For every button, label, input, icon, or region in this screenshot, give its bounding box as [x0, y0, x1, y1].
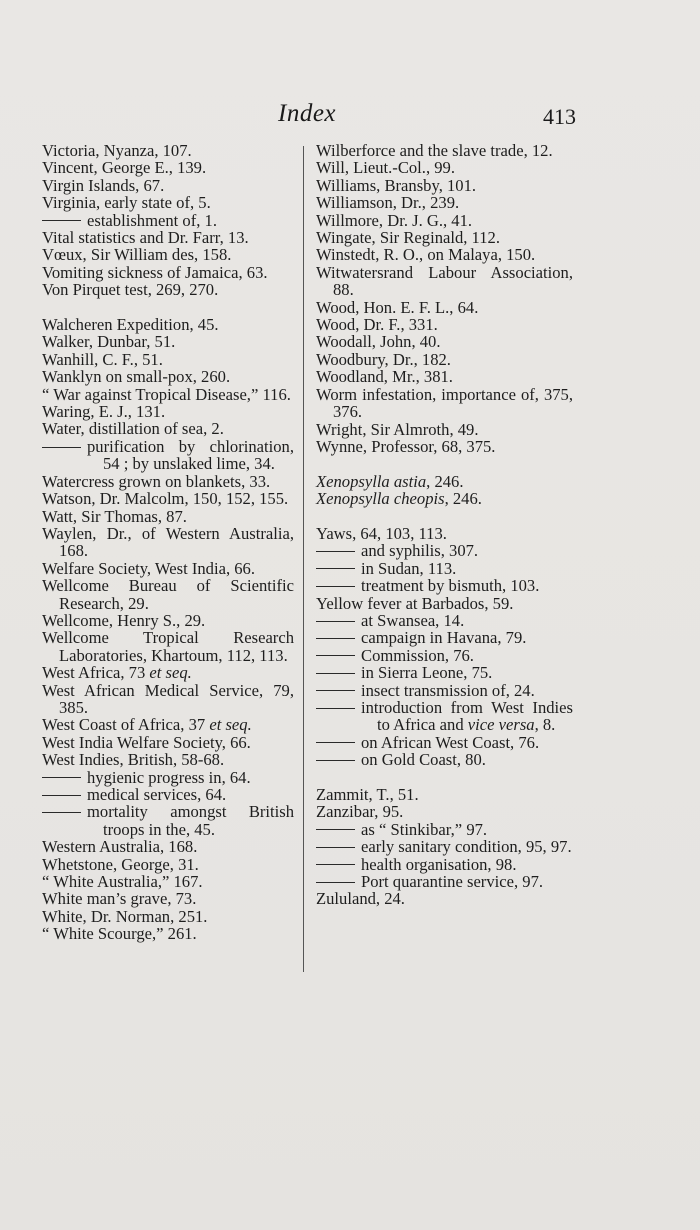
ditto-dash	[316, 708, 355, 709]
entry-text: West India Welfare Society, 66.	[42, 732, 251, 752]
index-entry	[42, 316, 294, 333]
entry-text: purification by chlorination, 54 ; by unslaked lime, 34.	[87, 436, 294, 474]
ditto-dash	[42, 795, 81, 796]
entry-text: in Sudan, 113.	[361, 558, 457, 578]
entry-italic-text: Xenopsylla cheopis	[316, 489, 445, 509]
entry-text: treatment by bismuth, 103.	[361, 576, 540, 596]
entry-text: Winstedt, R. O., on Malaya, 150.	[316, 245, 536, 265]
entry-text: Wellcome Bureau of Scientific Research, 29.	[42, 576, 294, 613]
index-subentry	[316, 542, 573, 559]
entry-text: Vincent, George E., 139.	[42, 158, 207, 178]
index-entry	[316, 595, 573, 612]
index-entry	[42, 264, 294, 281]
ditto-dash	[316, 638, 355, 639]
entry-text: Yaws, 64, 103, 113.	[316, 523, 447, 543]
index-subentry	[42, 803, 294, 838]
index-entry	[42, 908, 294, 925]
entry-text: and syphilis, 307.	[361, 541, 479, 561]
ditto-dash	[42, 220, 81, 221]
index-subentry	[316, 873, 573, 890]
running-title: Index	[278, 100, 337, 127]
entry-text: Wingate, Sir Reginald, 112.	[316, 228, 500, 248]
entry-text: Waylen, Dr., of Western Australia, 168.	[42, 523, 294, 561]
index-entry	[42, 873, 294, 890]
index-entry	[316, 212, 573, 229]
entry-text: at Swansea, 14.	[361, 610, 465, 630]
index-entry	[42, 473, 294, 490]
entry-text: Zammit, T., 51.	[316, 784, 419, 804]
entry-text: Watercress grown on blankets, 33.	[42, 471, 271, 491]
index-subentry	[316, 664, 573, 681]
index-entry	[42, 159, 294, 176]
index-entry	[42, 751, 294, 768]
entry-text: “ White Scourge,” 261.	[42, 924, 197, 944]
index-subentry	[316, 647, 573, 664]
index-subentry	[42, 786, 294, 803]
index-entry	[42, 333, 294, 350]
index-subentry	[316, 838, 573, 855]
index-entry	[42, 838, 294, 855]
index-entry	[42, 682, 294, 717]
index-entry	[42, 612, 294, 629]
entry-text: White man’s grave, 73.	[42, 889, 197, 909]
ditto-dash	[316, 847, 355, 848]
entry-text: White, Dr. Norman, 251.	[42, 906, 208, 926]
entry-text: Wanhill, C. F., 51.	[42, 349, 163, 369]
index-entry	[42, 525, 294, 560]
ditto-dash	[316, 673, 355, 674]
entry-text: Water, distillation of sea, 2.	[42, 419, 224, 439]
entry-text: Willmore, Dr. J. G., 41.	[316, 210, 473, 230]
entry-text: Vomiting sickness of Jamaica, 63.	[42, 262, 268, 282]
index-entry	[42, 194, 294, 211]
index-subentry	[42, 438, 294, 473]
entry-text: Virgin Islands, 67.	[42, 175, 165, 195]
entry-text: Williams, Bransby, 101.	[316, 175, 477, 195]
entry-text: Zululand, 24.	[316, 889, 405, 909]
ditto-dash	[316, 655, 355, 656]
index-column-right	[316, 142, 573, 908]
entry-text: introduction from West Indies to Africa and	[361, 697, 573, 735]
index-subentry	[316, 629, 573, 646]
entry-text: Watson, Dr. Malcolm, 150, 152, 155.	[42, 489, 289, 509]
index-entry	[316, 525, 573, 542]
entry-text: Walker, Dunbar, 51.	[42, 332, 176, 352]
entry-text: Wellcome Tropical Research Laboratories, Khartoum, 112, 113.	[42, 628, 294, 665]
entry-text: Waring, E. J., 131.	[42, 402, 166, 422]
entry-text: as “ Stinkibar,” 97.	[361, 819, 488, 839]
entry-text: Woodland, Mr., 381.	[316, 367, 453, 387]
entry-text: Williamson, Dr., 239.	[316, 193, 460, 213]
entry-italic-text: vice versa	[467, 715, 535, 735]
entry-text: Welfare Society, West India, 66.	[42, 558, 255, 578]
ditto-dash	[316, 882, 355, 883]
entry-text: Woodall, John, 40.	[316, 332, 441, 352]
ditto-dash	[42, 447, 81, 448]
entry-text: Wanklyn on small-pox, 260.	[42, 367, 231, 387]
entry-text: “ White Australia,” 167.	[42, 872, 203, 892]
entry-text: Woodbury, Dr., 182.	[316, 349, 451, 369]
entry-text: early sanitary condition, 95, 97.	[361, 837, 572, 857]
index-subentry	[316, 856, 573, 873]
index-entry	[316, 229, 573, 246]
index-entry	[316, 299, 573, 316]
index-entry	[316, 421, 573, 438]
entry-italic-text: et seq.	[149, 663, 192, 683]
entry-text: Whetstone, George, 31.	[42, 854, 199, 874]
index-subentry	[316, 577, 573, 594]
ditto-dash	[316, 864, 355, 865]
index-entry	[42, 229, 294, 246]
entry-text: West Coast of Africa, 37	[42, 715, 210, 735]
index-entry	[42, 856, 294, 873]
index-entry	[316, 316, 573, 333]
index-entry	[316, 386, 573, 421]
index-entry	[42, 490, 294, 507]
entry-text: Wynne, Professor, 68, 375.	[316, 436, 496, 456]
ditto-dash	[316, 760, 355, 761]
entry-text: Port quarantine service, 97.	[361, 872, 544, 892]
entry-text: Vœux, Sir William des, 158.	[42, 245, 232, 265]
entry-text: Western Australia, 168.	[42, 837, 198, 857]
index-entry	[42, 560, 294, 577]
index-entry	[42, 925, 294, 942]
entry-text: insect transmission of, 24.	[361, 680, 535, 700]
index-entry	[316, 351, 573, 368]
index-entry	[316, 368, 573, 385]
entry-italic-text: Xenopsylla astia	[316, 471, 427, 491]
index-entry	[316, 473, 573, 490]
ditto-dash	[42, 777, 81, 778]
entry-text: Wellcome, Henry S., 29.	[42, 610, 206, 630]
index-entry	[42, 508, 294, 525]
index-entry	[316, 333, 573, 350]
index-entry	[42, 246, 294, 263]
entry-text: health organisation, 98.	[361, 854, 517, 874]
index-entry	[316, 890, 573, 907]
index-entry	[42, 403, 294, 420]
entry-text: Von Pirquet test, 269, 270.	[42, 280, 219, 300]
entry-gap	[316, 455, 573, 472]
entry-text: Witwatersrand Labour Association, 88.	[316, 262, 573, 300]
entry-text: Wood, Dr. F., 331.	[316, 315, 438, 335]
index-subentry	[316, 682, 573, 699]
index-column-left	[42, 142, 294, 943]
index-entry	[316, 803, 573, 820]
index-subentry	[316, 734, 573, 751]
index-subentry	[316, 612, 573, 629]
index-entry	[42, 734, 294, 751]
index-entry	[316, 438, 573, 455]
entry-text-suffix: , 246.	[426, 471, 464, 491]
index-entry	[316, 159, 573, 176]
index-subentry	[42, 212, 294, 229]
entry-gap	[42, 299, 294, 316]
entry-text-suffix: , 8.	[534, 715, 556, 735]
index-entry	[42, 386, 294, 403]
entry-text: Vital statistics and Dr. Farr, 13.	[42, 228, 249, 248]
entry-text: Will, Lieut.-Col., 99.	[316, 158, 455, 178]
index-entry	[42, 664, 294, 681]
index-subentry	[316, 751, 573, 768]
entry-text: hygienic progress in, 64.	[87, 767, 251, 787]
entry-text: on African West Coast, 76.	[361, 732, 540, 752]
ditto-dash	[316, 742, 355, 743]
index-entry	[42, 577, 294, 612]
index-entry	[42, 142, 294, 159]
entry-text: Virginia, early state of, 5.	[42, 193, 211, 213]
index-entry	[42, 890, 294, 907]
entry-text: West Indies, British, 58-68.	[42, 750, 225, 770]
entry-gap	[316, 769, 573, 786]
entry-text: on Gold Coast, 80.	[361, 750, 486, 770]
index-subentry	[316, 821, 573, 838]
index-entry	[316, 264, 573, 299]
index-subentry	[316, 699, 573, 734]
ditto-dash	[42, 812, 81, 813]
index-entry	[42, 281, 294, 298]
index-entry	[42, 351, 294, 368]
index-entry	[316, 142, 573, 159]
entry-text: Victoria, Nyanza, 107.	[42, 141, 192, 160]
index-entry	[316, 246, 573, 263]
entry-text-suffix: , 246.	[444, 489, 482, 509]
page-number: 413	[543, 104, 576, 129]
entry-text: medical services, 64.	[87, 785, 227, 805]
ditto-dash	[316, 568, 355, 569]
ditto-dash	[316, 551, 355, 552]
ditto-dash	[316, 690, 355, 691]
index-entry	[42, 177, 294, 194]
ditto-dash	[316, 586, 355, 587]
index-entry	[42, 368, 294, 385]
entry-text: campaign in Havana, 79.	[361, 628, 527, 648]
index-entry	[316, 194, 573, 211]
entry-text: Watt, Sir Thomas, 87.	[42, 506, 187, 526]
index-entry	[316, 177, 573, 194]
ditto-dash	[316, 621, 355, 622]
index-subentry	[42, 769, 294, 786]
index-entry	[42, 420, 294, 437]
column-divider	[303, 146, 304, 972]
entry-text: Wilberforce and the slave trade, 12.	[316, 141, 553, 160]
entry-gap	[316, 508, 573, 525]
entry-text: in Sierra Leone, 75.	[361, 663, 493, 683]
ditto-dash	[316, 829, 355, 830]
entry-text: Commission, 76.	[361, 645, 474, 665]
entry-text: West Africa, 73	[42, 663, 150, 683]
page-header	[0, 100, 700, 136]
index-entry	[316, 786, 573, 803]
entry-text: Wood, Hon. E. F. L., 64.	[316, 297, 479, 317]
index-entry	[42, 629, 294, 664]
entry-text: Worm infestation, importance of, 375, 376.	[316, 384, 573, 422]
entry-text: “ War against Tropical Disease,” 116.	[42, 384, 291, 404]
entry-text: Walcheren Expedition, 45.	[42, 315, 219, 335]
entry-text: Yellow fever at Barbados, 59.	[316, 593, 514, 613]
entry-text: Wright, Sir Almroth, 49.	[316, 419, 479, 439]
index-entry	[42, 716, 294, 733]
entry-text: mortality amongst British troops in the, 45.	[87, 802, 294, 839]
index-subentry	[316, 560, 573, 577]
entry-text: West African Medical Service, 79, 385.	[42, 680, 294, 717]
entry-text: establishment of, 1.	[87, 210, 217, 230]
index-entry	[316, 490, 573, 507]
entry-text: Zanzibar, 95.	[316, 802, 404, 822]
entry-italic-text: et seq.	[209, 715, 252, 735]
